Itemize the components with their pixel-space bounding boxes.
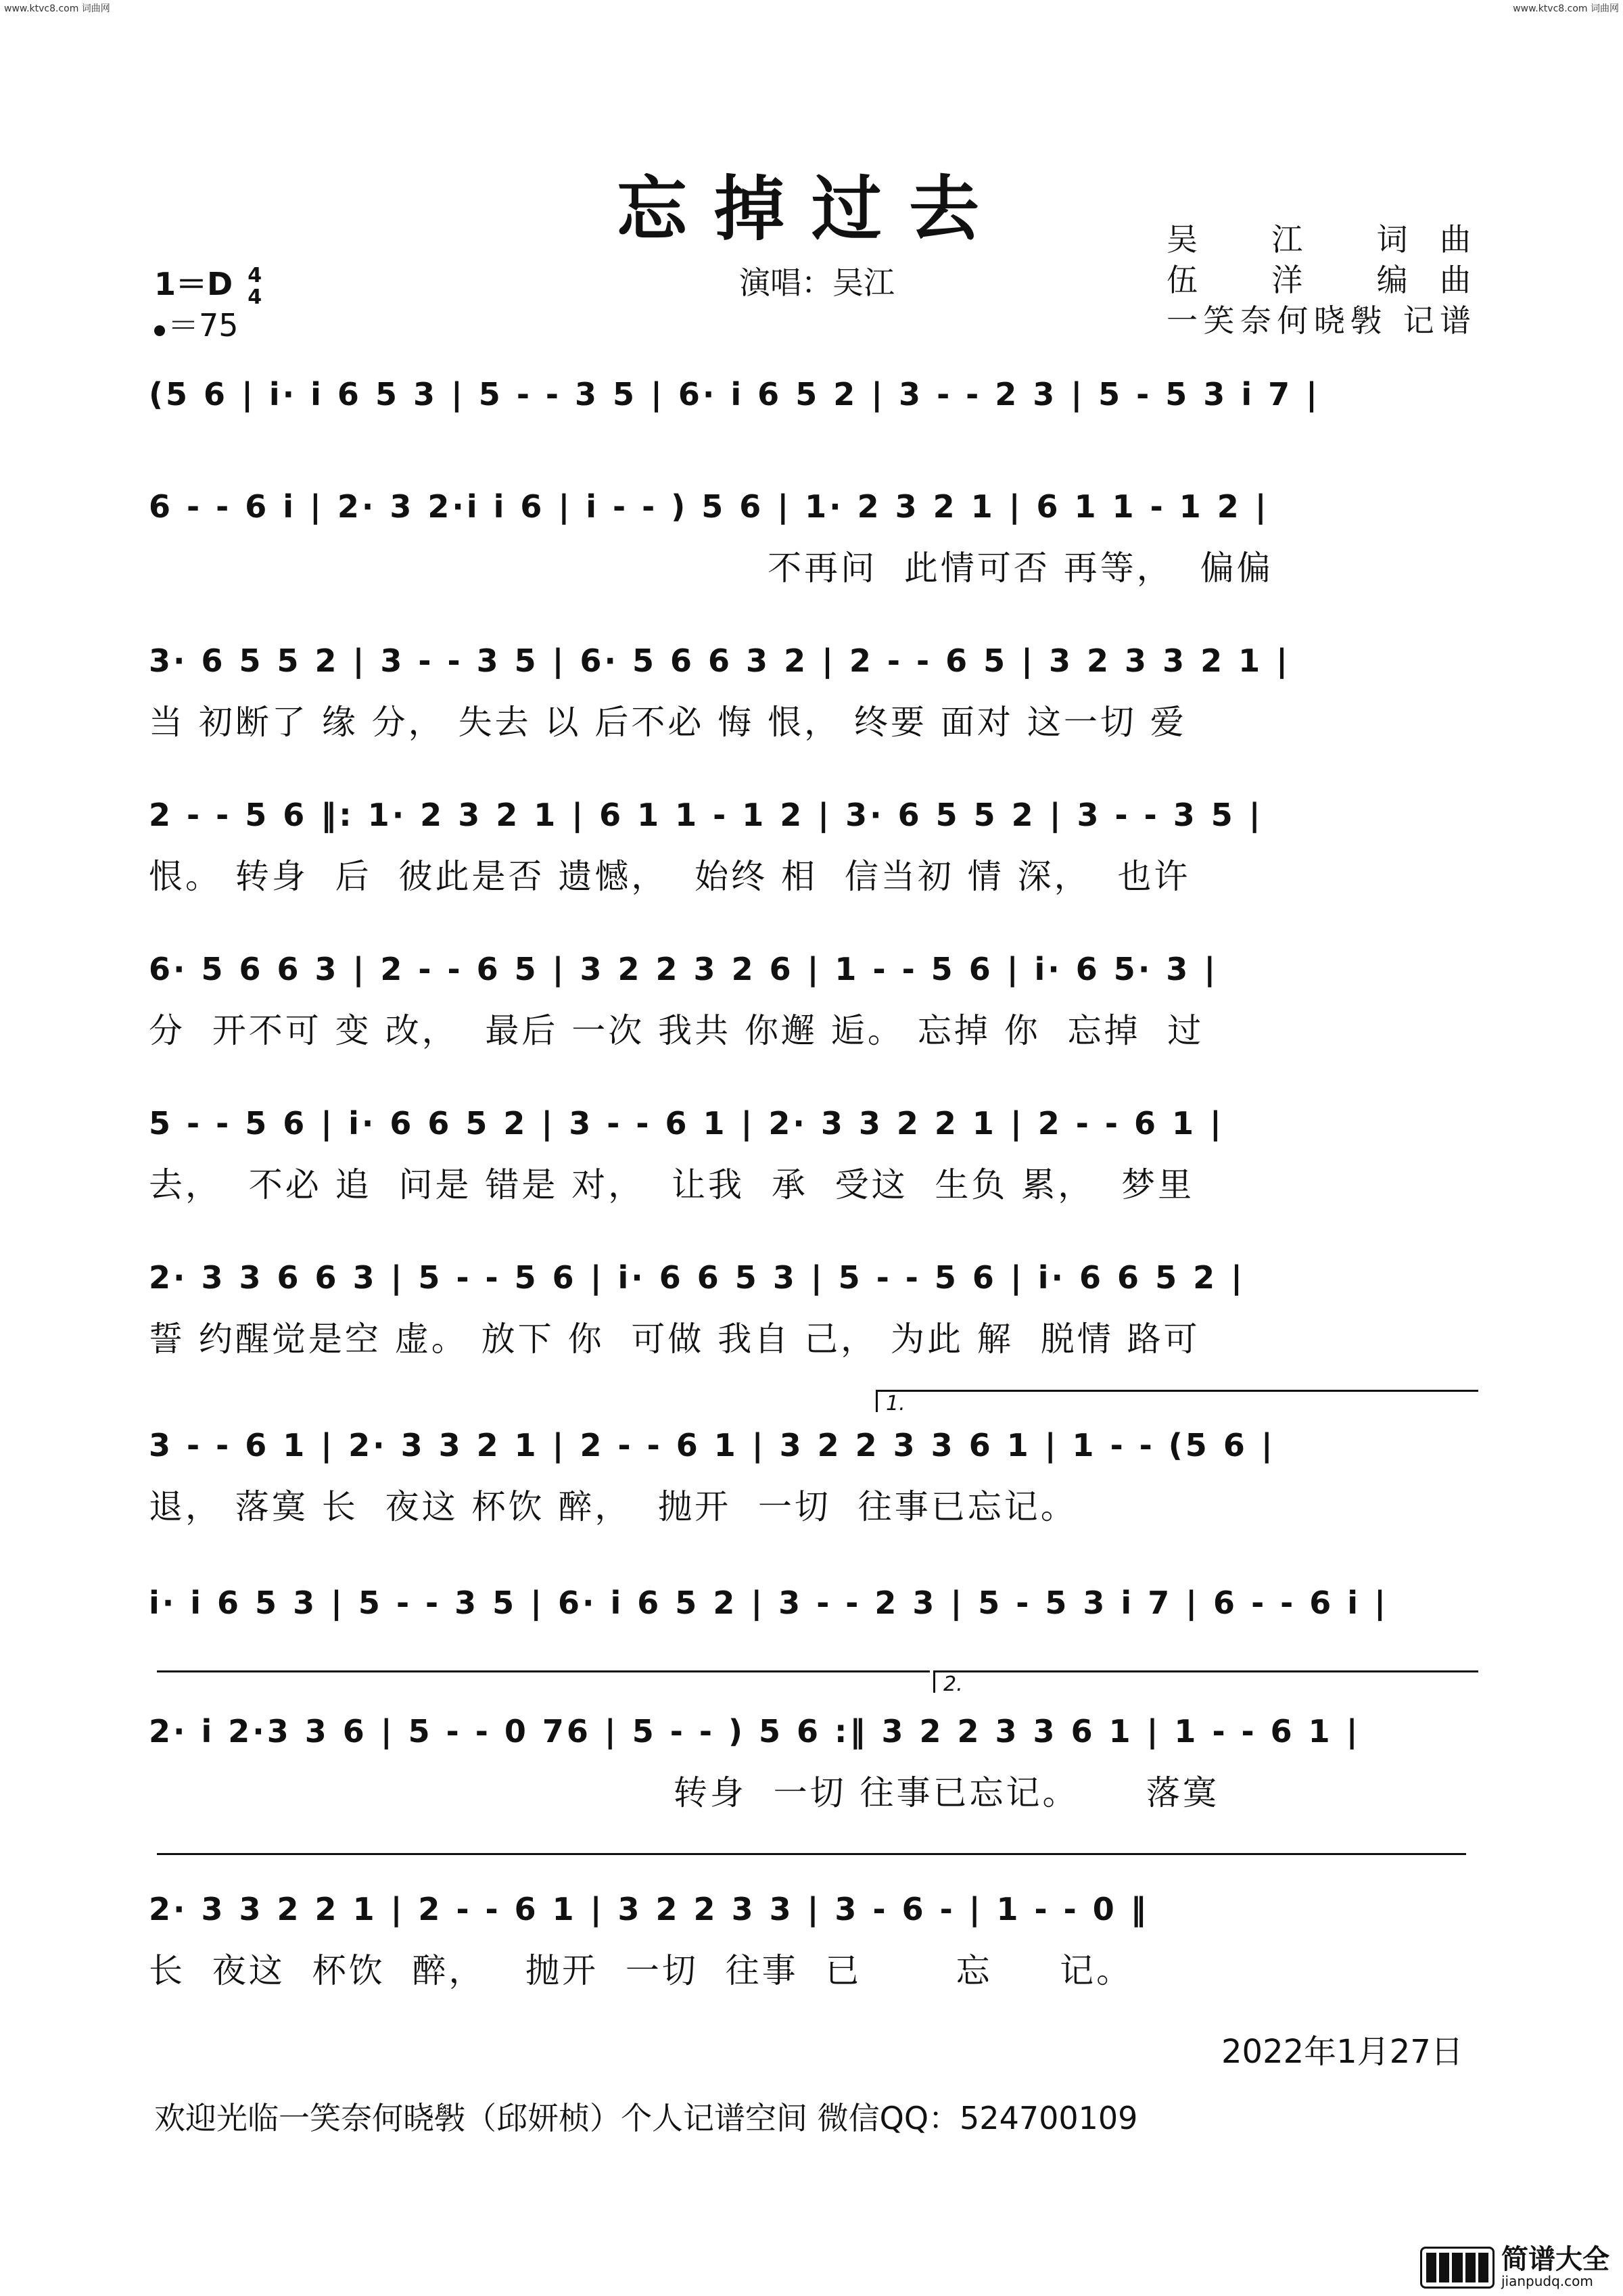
notation-row: 5 - - 5 6 | i· 6 6 5 2 | 3 - - 6 1 | 2· 3 3 2 2 1 | 2 - - 6 1 | — [149, 1105, 1224, 1142]
credit-lyrics-music: 吴 江 词曲 — [1167, 221, 1472, 258]
notation-row: 2· i 2·3 3 6 | 5 - - 0 76 | 5 - - ) 5 6 :‖ 3 2 2 3 3 6 1 | 1 - - 6 1 | — [149, 1713, 1361, 1750]
notation-row: 3 - - 6 1 | 2· 3 3 2 1 | 2 - - 6 1 | 3 2 2 3 3 6 1 | 1 - - (5 6 | — [149, 1427, 1275, 1463]
lyrics-row: 恨。 转身 后 彼此是否 遗憾， 始终 相 信当初 情 深， 也许 — [149, 857, 1191, 896]
notation-row: 2· 3 3 6 6 3 | 5 - - 5 6 | i· 6 6 5 3 | 5 - - 5 6 | i· 6 6 5 2 | — [149, 1259, 1245, 1296]
notation-row: 6· 5 6 6 3 | 2 - - 6 5 | 3 2 2 3 2 6 | 1 - - 5 6 | i· 6 5· 3 | — [149, 951, 1219, 987]
site-logo — [1420, 2246, 1609, 2289]
site-watermark-left: www.ktvc8.com 词曲网 — [4, 3, 110, 14]
lyrics-row: 长 夜这 杯饮 醉， 抛开 一切 往事 已 忘 记。 — [149, 1951, 1133, 1990]
lyrics-row — [149, 429, 1469, 472]
lyrics-row: 当 初断了 缘 分， 失去 以 后不必 悔 恨， 终要 面对 这一切 爱 — [149, 703, 1187, 742]
volta-first-ending: 1. — [876, 1390, 1478, 1412]
footer-note: 欢迎光临一笑奈何晓斅（邱妍桢）个人记谱空间 微信QQ：524700109 — [154, 2100, 1138, 2136]
notation-row: (5 6 | i· i 6 5 3 | 5 - - 3 5 | 6· i 6 5 2 | 3 - - 2 3 | 5 - 5 3 i 7 | — [149, 376, 1320, 413]
song-title: 忘掉过去 — [616, 167, 1006, 250]
notation-row: 3· 6 5 5 2 | 3 - - 3 5 | 6· 5 6 6 3 2 | 2 - - 6 5 | 3 2 3 3 2 1 | — [149, 642, 1290, 679]
site-watermark-right: www.ktvc8.com 词曲网 — [1513, 3, 1619, 14]
singer-credit: 演唱：吴江 — [739, 264, 895, 301]
lyrics-row: 转身 一切 往事已忘记。 落寞 — [149, 1773, 1219, 1812]
logo-title: 简谱大全 — [1501, 2244, 1609, 2275]
repeat-bracket — [157, 1670, 930, 1672]
credit-transcriber: 一笑奈何晓斅 记谱 — [1167, 302, 1471, 339]
time-signature: 4 4 — [248, 263, 262, 309]
notation-row: 2 - - 5 6 ‖: 1· 2 3 2 1 | 6 1 1 - 1 2 | 3· 6 5 5 2 | 3 - - 3 5 | — [149, 797, 1263, 833]
logo-subtitle: jianpudq.com — [1501, 2273, 1593, 2289]
notation-row: 2· 3 3 2 2 1 | 2 - - 6 1 | 3 2 2 3 3 | 3 - 6 - | 1 - - 0 ‖ — [149, 1891, 1149, 1927]
lyrics-row: 退， 落寞 长 夜这 杯饮 醉， 抛开 一切 往事已忘记。 — [149, 1487, 1077, 1526]
lyrics-row: 去， 不必 追 问是 错是 对， 让我 承 受这 生负 累， 梦里 — [149, 1165, 1195, 1204]
date-stamp: 2022年1月27日 — [1221, 2033, 1463, 2071]
quarter-note-icon — [153, 324, 167, 338]
lyrics-row: 不再问 此情可否 再等， 偏偏 — [149, 548, 1273, 588]
lyrics-row: 誓 约醒觉是空 虚。 放下 你 可做 我自 己， 为此 解 脱情 路可 — [149, 1319, 1200, 1359]
lyrics-row: 分 开不可 变 改， 最后 一次 我共 你邂 逅。 忘掉 你 忘掉 过 — [149, 1011, 1204, 1050]
notation-row: i· i 6 5 3 | 5 - - 3 5 | 6· i 6 5 2 | 3 - - 2 3 | 5 - 5 3 i 7 | 6 - - 6 i | — [149, 1585, 1388, 1621]
notation-row: 6 - - 6 i | 2· 3 2·i i 6 | i - - ) 5 6 | 1· 2 3 2 1 | 6 1 1 - 1 2 | — [149, 488, 1269, 525]
key-label: 1＝D — [154, 266, 233, 302]
credit-arranger: 伍 洋 编曲 — [1167, 262, 1472, 298]
piano-keys-icon — [1420, 2247, 1495, 2289]
tempo-marking: ＝75 — [154, 301, 239, 346]
ending-bracket — [157, 1853, 1466, 1855]
volta-second-ending: 2. — [933, 1670, 1478, 1693]
